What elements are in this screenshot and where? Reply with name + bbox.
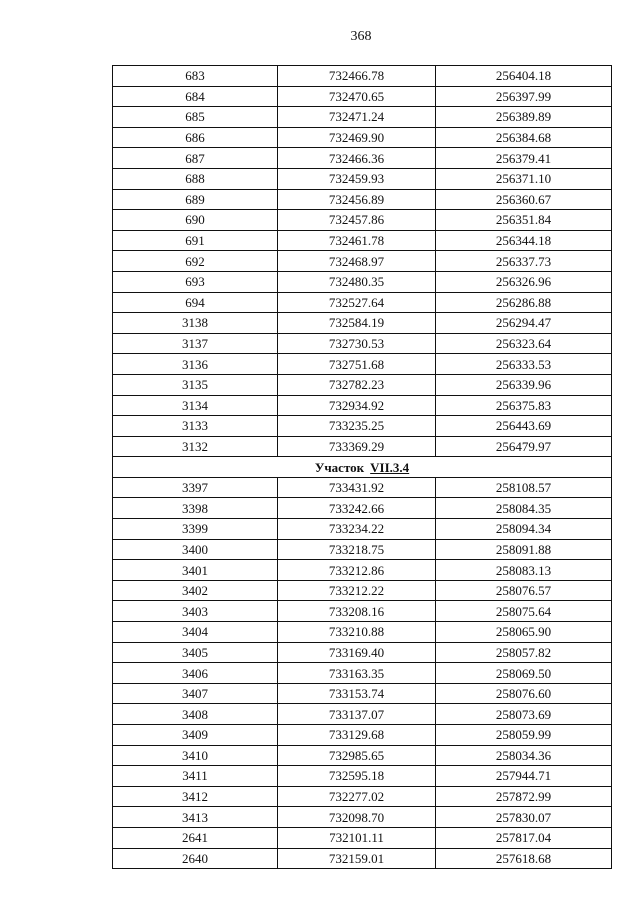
- x-coordinate-cell: 733212.86: [278, 560, 436, 581]
- table-row: [113, 189, 612, 210]
- table-row: [113, 519, 612, 540]
- table-row: [113, 354, 612, 375]
- table-row: [113, 66, 612, 87]
- x-coordinate-cell: 732471.24: [278, 107, 436, 128]
- point-number-cell: 3406: [113, 663, 278, 684]
- y-coordinate-cell: 256294.47: [436, 313, 612, 334]
- y-coordinate-cell: 256404.18: [436, 66, 612, 87]
- point-number-cell: 3137: [113, 333, 278, 354]
- y-coordinate-cell: 256384.68: [436, 127, 612, 148]
- x-coordinate-cell: 732466.36: [278, 148, 436, 169]
- point-number-cell: 687: [113, 148, 278, 169]
- y-coordinate-cell: 256339.96: [436, 374, 612, 395]
- y-coordinate-cell: 258094.34: [436, 519, 612, 540]
- x-coordinate-cell: 732470.65: [278, 86, 436, 107]
- page-number: 368: [350, 29, 372, 44]
- table-row: [113, 148, 612, 169]
- table-row: [113, 622, 612, 643]
- coordinates-block-2: [113, 477, 612, 868]
- y-coordinate-cell: 258075.64: [436, 601, 612, 622]
- x-coordinate-cell: 732468.97: [278, 251, 436, 272]
- table-row: [113, 271, 612, 292]
- table-row: [113, 807, 612, 828]
- x-coordinate-cell: 732595.18: [278, 766, 436, 787]
- point-number-cell: 3132: [113, 436, 278, 457]
- point-number-cell: 694: [113, 292, 278, 313]
- y-coordinate-cell: 258065.90: [436, 622, 612, 643]
- point-number-cell: 3408: [113, 704, 278, 725]
- x-coordinate-cell: 733153.74: [278, 683, 436, 704]
- section-header-group: [113, 457, 612, 478]
- y-coordinate-cell: 256397.99: [436, 86, 612, 107]
- x-coordinate-cell: 733210.88: [278, 622, 436, 643]
- x-coordinate-cell: 732277.02: [278, 786, 436, 807]
- table-row: [113, 498, 612, 519]
- y-coordinate-cell: 257618.68: [436, 848, 612, 869]
- x-coordinate-cell: 733218.75: [278, 539, 436, 560]
- x-coordinate-cell: 732469.90: [278, 127, 436, 148]
- y-coordinate-cell: 256375.83: [436, 395, 612, 416]
- y-coordinate-cell: 258073.69: [436, 704, 612, 725]
- point-number-cell: 3411: [113, 766, 278, 787]
- point-number-cell: 3407: [113, 683, 278, 704]
- x-coordinate-cell: 733235.25: [278, 416, 436, 437]
- y-coordinate-cell: 256333.53: [436, 354, 612, 375]
- table-row: [113, 539, 612, 560]
- x-coordinate-cell: 732782.23: [278, 374, 436, 395]
- x-coordinate-cell: 732934.92: [278, 395, 436, 416]
- point-number-cell: 3136: [113, 354, 278, 375]
- point-number-cell: 2641: [113, 827, 278, 848]
- point-number-cell: 689: [113, 189, 278, 210]
- y-coordinate-cell: 256344.18: [436, 230, 612, 251]
- point-number-cell: 3401: [113, 560, 278, 581]
- point-number-cell: 3397: [113, 477, 278, 498]
- point-number-cell: 3413: [113, 807, 278, 828]
- point-number-cell: 3402: [113, 580, 278, 601]
- x-coordinate-cell: 732466.78: [278, 66, 436, 87]
- x-coordinate-cell: 733208.16: [278, 601, 436, 622]
- x-coordinate-cell: 732461.78: [278, 230, 436, 251]
- table-row: [113, 436, 612, 457]
- table-row: [113, 251, 612, 272]
- x-coordinate-cell: 733431.92: [278, 477, 436, 498]
- y-coordinate-cell: 256443.69: [436, 416, 612, 437]
- y-coordinate-cell: 258076.60: [436, 683, 612, 704]
- section-label: Участок: [314, 459, 365, 475]
- coordinates-block-1: [113, 66, 612, 457]
- point-number-cell: 3403: [113, 601, 278, 622]
- x-coordinate-cell: 732730.53: [278, 333, 436, 354]
- table-row: [113, 127, 612, 148]
- x-coordinate-cell: 732751.68: [278, 354, 436, 375]
- point-number-cell: 3135: [113, 374, 278, 395]
- x-coordinate-cell: 732159.01: [278, 848, 436, 869]
- table-row: [113, 395, 612, 416]
- point-number-cell: 683: [113, 66, 278, 87]
- y-coordinate-cell: 257944.71: [436, 766, 612, 787]
- x-coordinate-cell: 732098.70: [278, 807, 436, 828]
- point-number-cell: 3134: [113, 395, 278, 416]
- x-coordinate-cell: 733369.29: [278, 436, 436, 457]
- y-coordinate-cell: 256371.10: [436, 168, 612, 189]
- x-coordinate-cell: 732985.65: [278, 745, 436, 766]
- coordinates-table: [112, 65, 612, 869]
- table-row: [113, 642, 612, 663]
- y-coordinate-cell: 256351.84: [436, 210, 612, 231]
- y-coordinate-cell: 258084.35: [436, 498, 612, 519]
- x-coordinate-cell: 733169.40: [278, 642, 436, 663]
- point-number-cell: 684: [113, 86, 278, 107]
- table-row: [113, 292, 612, 313]
- y-coordinate-cell: 256389.89: [436, 107, 612, 128]
- point-number-cell: 690: [113, 210, 278, 231]
- x-coordinate-cell: 732584.19: [278, 313, 436, 334]
- y-coordinate-cell: 258091.88: [436, 539, 612, 560]
- y-coordinate-cell: 258083.13: [436, 560, 612, 581]
- table-row: [113, 107, 612, 128]
- table-row: [113, 745, 612, 766]
- point-number-cell: 688: [113, 168, 278, 189]
- x-coordinate-cell: 733212.22: [278, 580, 436, 601]
- point-number-cell: 3399: [113, 519, 278, 540]
- point-number-cell: 3412: [113, 786, 278, 807]
- y-coordinate-cell: 258069.50: [436, 663, 612, 684]
- table-row: [113, 848, 612, 869]
- y-coordinate-cell: 256286.88: [436, 292, 612, 313]
- x-coordinate-cell: 733163.35: [278, 663, 436, 684]
- section-header-cell: [113, 457, 612, 478]
- table-row: [113, 725, 612, 746]
- y-coordinate-cell: 258076.57: [436, 580, 612, 601]
- y-coordinate-cell: 256379.41: [436, 148, 612, 169]
- point-number-cell: 3404: [113, 622, 278, 643]
- section-header-row: [113, 457, 612, 478]
- x-coordinate-cell: 732480.35: [278, 271, 436, 292]
- table-row: [113, 333, 612, 354]
- x-coordinate-cell: 732101.11: [278, 827, 436, 848]
- table-row: [113, 86, 612, 107]
- y-coordinate-cell: 257817.04: [436, 827, 612, 848]
- x-coordinate-cell: 732456.89: [278, 189, 436, 210]
- section-code: VII.3.4: [370, 459, 410, 475]
- table-row: [113, 766, 612, 787]
- point-number-cell: 3409: [113, 725, 278, 746]
- y-coordinate-cell: 258034.36: [436, 745, 612, 766]
- y-coordinate-cell: 256323.64: [436, 333, 612, 354]
- x-coordinate-cell: 733129.68: [278, 725, 436, 746]
- point-number-cell: 691: [113, 230, 278, 251]
- x-coordinate-cell: 733137.07: [278, 704, 436, 725]
- x-coordinate-cell: 732457.86: [278, 210, 436, 231]
- table-row: [113, 374, 612, 395]
- y-coordinate-cell: 257872.99: [436, 786, 612, 807]
- table-row: [113, 580, 612, 601]
- y-coordinate-cell: 257830.07: [436, 807, 612, 828]
- point-number-cell: 3398: [113, 498, 278, 519]
- table-row: [113, 601, 612, 622]
- x-coordinate-cell: 733242.66: [278, 498, 436, 519]
- point-number-cell: 3400: [113, 539, 278, 560]
- table-row: [113, 230, 612, 251]
- point-number-cell: 686: [113, 127, 278, 148]
- table-row: [113, 560, 612, 581]
- y-coordinate-cell: 258108.57: [436, 477, 612, 498]
- point-number-cell: 3133: [113, 416, 278, 437]
- table-row: [113, 786, 612, 807]
- table-row: [113, 663, 612, 684]
- table-row: [113, 477, 612, 498]
- y-coordinate-cell: 256360.67: [436, 189, 612, 210]
- point-number-cell: 2640: [113, 848, 278, 869]
- table-row: [113, 416, 612, 437]
- x-coordinate-cell: 732459.93: [278, 168, 436, 189]
- point-number-cell: 3405: [113, 642, 278, 663]
- table-row: [113, 704, 612, 725]
- table-row: [113, 168, 612, 189]
- point-number-cell: 685: [113, 107, 278, 128]
- y-coordinate-cell: 256479.97: [436, 436, 612, 457]
- y-coordinate-cell: 256337.73: [436, 251, 612, 272]
- table-row: [113, 210, 612, 231]
- y-coordinate-cell: 258057.82: [436, 642, 612, 663]
- table-row: [113, 313, 612, 334]
- x-coordinate-cell: 732527.64: [278, 292, 436, 313]
- y-coordinate-cell: 256326.96: [436, 271, 612, 292]
- x-coordinate-cell: 733234.22: [278, 519, 436, 540]
- point-number-cell: 692: [113, 251, 278, 272]
- point-number-cell: 693: [113, 271, 278, 292]
- point-number-cell: 3138: [113, 313, 278, 334]
- point-number-cell: 3410: [113, 745, 278, 766]
- table-row: [113, 683, 612, 704]
- table-row: [113, 827, 612, 848]
- y-coordinate-cell: 258059.99: [436, 725, 612, 746]
